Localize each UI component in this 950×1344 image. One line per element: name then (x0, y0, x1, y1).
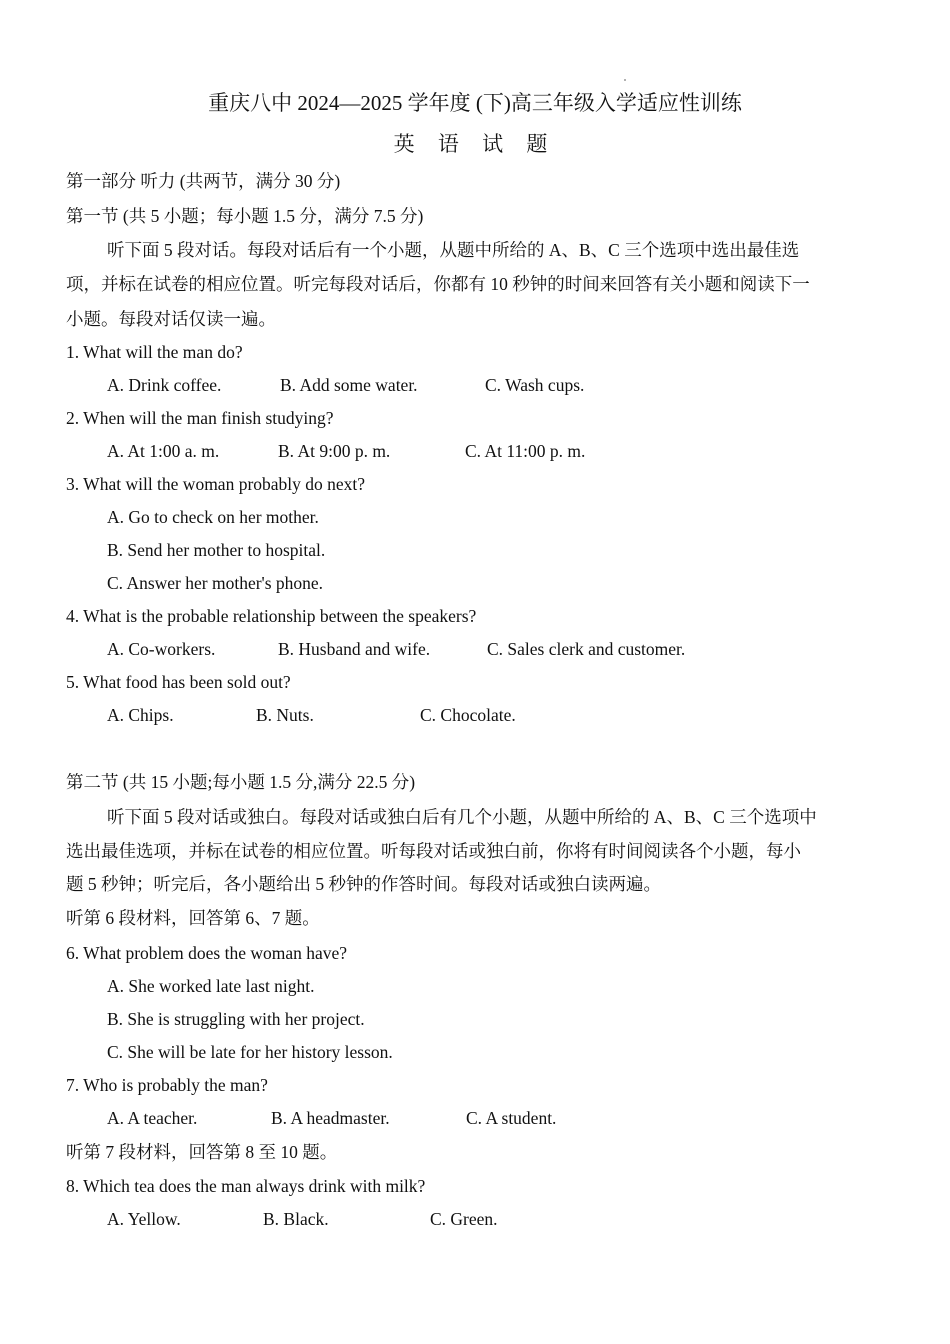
q5-option-c: C. Chocolate. (420, 705, 516, 725)
q2-option-b: B. At 9:00 p. m. (278, 441, 391, 461)
section2-instruction-line2: 选出最佳选项，并标在试卷的相应位置。听每段对话或独白前，你将有时间阅读各个小题，每小 (66, 841, 801, 861)
exam-subtitle: 英 语 试 题 (393, 132, 557, 156)
question-7: 7. Who is probably the man? (66, 1075, 268, 1095)
q6-option-c: C. She will be late for her history lesson. (107, 1042, 393, 1062)
q7-option-a: A. A teacher. (107, 1108, 198, 1128)
q4-option-b: B. Husband and wife. (278, 639, 431, 659)
question-8: 8. Which tea does the man always drink with milk? (66, 1176, 426, 1196)
section1-instruction-line1: 听下面 5 段对话。每段对话后有一个小题，从题中所给的 A、B、C 三个选项中选出最佳选 (107, 240, 800, 260)
question-4: 4. What is the probable relationship between the speakers? (66, 606, 477, 626)
q5-option-b: B. Nuts. (256, 705, 314, 725)
q4-option-c: C. Sales clerk and customer. (487, 639, 686, 659)
q7-option-b: B. A headmaster. (271, 1108, 390, 1128)
q3-option-a: A. Go to check on her mother. (107, 507, 319, 527)
section1-instruction-line2: 项，并标在试卷的相应位置。听完每段对话后，你都有 10 秒钟的时间来回答有关小题和阅读下一 (66, 274, 810, 294)
section1-instruction-line3: 小题。每段对话仅读一遍。 (66, 309, 276, 329)
q8-option-a: A. Yellow. (107, 1209, 181, 1229)
q8-option-c: C. Green. (430, 1209, 498, 1229)
q2-option-a: A. At 1:00 a. m. (107, 441, 220, 461)
section2-instruction-line3: 题 5 秒钟；听完后，各小题给出 5 秒钟的作答时间。每段对话或独白读两遍。 (66, 874, 661, 894)
section2-heading: 第二节 (共 15 小题;每小题 1.5 分,满分 22.5 分) (66, 772, 416, 792)
q6-option-b: B. She is struggling with her project. (107, 1009, 365, 1029)
question-6: 6. What problem does the woman have? (66, 943, 348, 963)
q1-option-b: B. Add some water. (280, 375, 418, 395)
scan-speck (624, 79, 626, 81)
q7-option-c: C. A student. (466, 1108, 557, 1128)
material-7-note: 听第 7 段材料，回答第 8 至 10 题。 (66, 1142, 338, 1162)
q4-option-a: A. Co-workers. (107, 639, 216, 659)
q2-option-c: C. At 11:00 p. m. (465, 441, 586, 461)
part1-heading: 第一部分 听力 (共两节，满分 30 分) (66, 171, 341, 191)
exam-title: 重庆八中 2024—2025 学年度 (下)高三年级入学适应性训练 (208, 91, 742, 115)
q3-option-b: B. Send her mother to hospital. (107, 540, 326, 560)
q1-option-c: C. Wash cups. (485, 375, 585, 395)
q1-option-a: A. Drink coffee. (107, 375, 222, 395)
question-5: 5. What food has been sold out? (66, 672, 291, 692)
question-3: 3. What will the woman probably do next? (66, 474, 366, 494)
section2-instruction-line1: 听下面 5 段对话或独白。每段对话或独白后有几个小题，从题中所给的 A、B、C 三个选项中 (107, 807, 817, 827)
question-1: 1. What will the man do? (66, 342, 243, 362)
q3-option-c: C. Answer her mother's phone. (107, 573, 324, 593)
q6-option-a: A. She worked late last night. (107, 976, 315, 996)
q5-option-a: A. Chips. (107, 705, 174, 725)
section1-heading: 第一节 (共 5 小题；每小题 1.5 分，满分 7.5 分) (66, 206, 424, 226)
q8-option-b: B. Black. (263, 1209, 329, 1229)
question-2: 2. When will the man finish studying? (66, 408, 334, 428)
material-6-note: 听第 6 段材料，回答第 6、7 题。 (66, 908, 320, 928)
